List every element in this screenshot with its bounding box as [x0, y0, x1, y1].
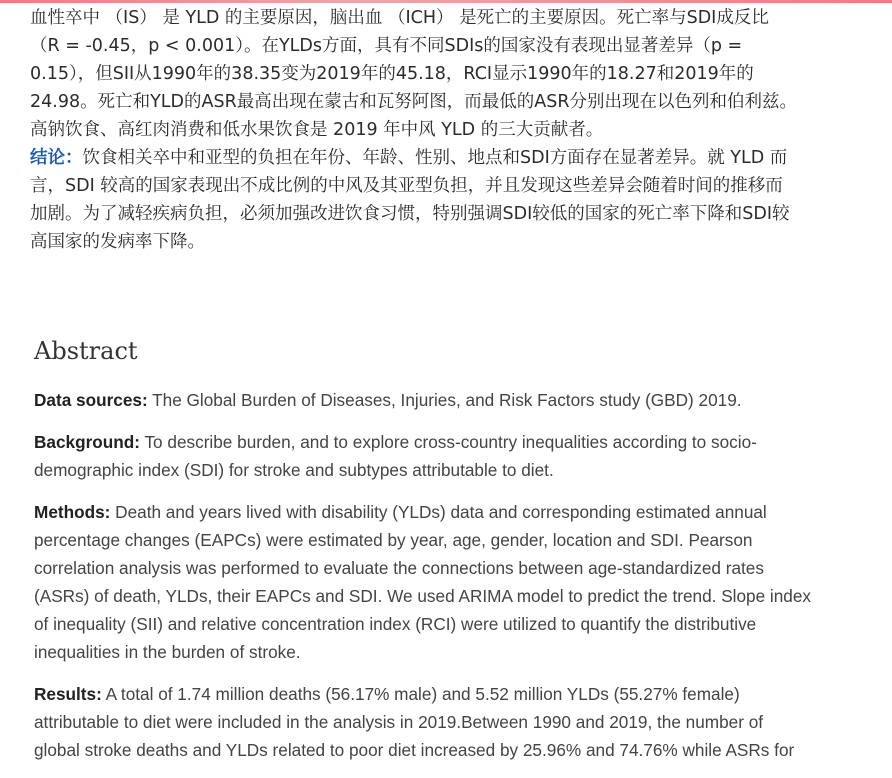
abstract-line: attributable to diet were included in the analysis in 2019.Between 1990 and 2019, the number of: [34, 712, 764, 732]
abstract-text: To describe burden, and to explore cross-country inequalities according to socio-: [144, 432, 757, 452]
abstract-line: [34, 428, 884, 456]
abstract-line: inequalities in the burden of stroke.: [34, 642, 301, 662]
chinese-text-line: 血性卒中 （IS） 是 YLD 的主要原因，脑出血 （ICH） 是死亡的主要原因。死亡率与SDI成反比: [30, 8, 769, 28]
abstract-line: global stroke deaths and YLDs related to poor diet increased by 25.96% and 74.76% while ASRs for: [34, 740, 795, 760]
abstract-line: correlation analysis was performed to evaluate the connections between age-standardized rates: [34, 558, 764, 578]
abstract-text: The Global Burden of Diseases, Injuries, and Risk Factors study (GBD) 2019.: [152, 390, 742, 410]
chinese-conclusion-paragraph: [30, 144, 880, 256]
chinese-text-line: 饮食相关卒中和亚型的负担在年份、年龄、性别、地点和SDI方面存在显著差异。就 YLD 而: [82, 148, 788, 168]
results-label: Results:: [34, 684, 102, 704]
data-sources-paragraph: [34, 386, 884, 414]
methods-paragraph: [34, 498, 884, 666]
chinese-text-line: 言，SDI 较高的国家表现出不成比例的中风及其亚型负担，并且发现这些差异会随着时间的推移而: [30, 176, 783, 196]
abstract-line: percentage changes (EAPCs) were estimated by year, age, gender, location and SDI. Pearson: [34, 530, 753, 550]
background-paragraph: [34, 428, 884, 484]
top-accent-bar: [0, 0, 892, 3]
abstract-heading: Abstract: [34, 337, 138, 365]
chinese-conclusion-line: [30, 144, 880, 172]
results-paragraph: [34, 680, 884, 764]
data-sources-label: Data sources:: [34, 390, 148, 410]
background-label: Background:: [34, 432, 140, 452]
abstract-line: demographic index (SDI) for stroke and subtypes attributable to diet.: [34, 460, 554, 480]
methods-label: Methods:: [34, 502, 111, 522]
abstract-line: [34, 386, 884, 414]
abstract-text: Death and years lived with disability (YLDs) data and corresponding estimated annual: [115, 502, 767, 522]
chinese-results-paragraph: [30, 4, 880, 144]
chinese-text-line: 24.98。死亡和YLD的ASR最高出现在蒙古和瓦努阿图，而最低的ASR分别出现在以色列和伯利兹。: [30, 92, 797, 112]
chinese-text-line: 加剧。为了减轻疾病负担，必须加强改进饮食习惯，特别强调SDI较低的国家的死亡率下降和SDI较: [30, 204, 790, 224]
abstract-section: [34, 334, 884, 778]
abstract-line: [34, 680, 884, 708]
abstract-text: A total of 1.74 million deaths (56.17% male) and 5.52 million YLDs (55.27% female): [105, 684, 740, 704]
chinese-summary: [30, 4, 880, 256]
chinese-text-line: 高国家的发病率下降。: [30, 232, 205, 252]
chinese-text-line: 高钠饮食、高红肉消费和低水果饮食是 2019 年中风 YLD 的三大贡献者。: [30, 120, 604, 140]
abstract-line: of inequality (SII) and relative concentration index (RCI) were utilized to quantify the distributive: [34, 614, 757, 634]
chinese-text-line: （R = -0.45，p < 0.001）。在YLDs方面，具有不同SDIs的国家没有表现出显著差异（p =: [30, 36, 743, 56]
abstract-line: (ASRs) of death, YLDs, their EAPCs and SDI. We used ARIMA model to predict the trend. Slope index: [34, 586, 812, 606]
conclusion-label: 结论：: [30, 148, 83, 168]
chinese-text-line: 0.15），但SII从1990年的38.35变为2019年的45.18，RCI显示1990年的18.27和2019年的: [30, 64, 754, 84]
abstract-line: [34, 498, 884, 526]
